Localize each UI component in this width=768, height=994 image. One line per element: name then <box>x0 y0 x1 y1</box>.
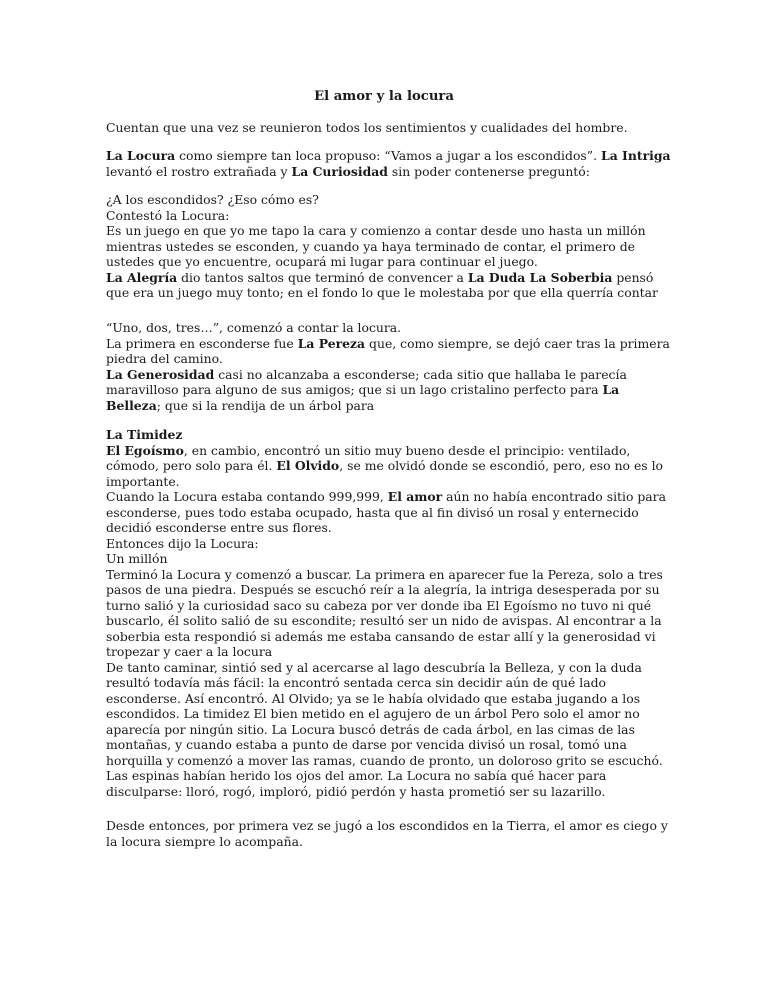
el-egoismo-term: El Egoísmo <box>106 442 184 458</box>
intro-text: Cuentan que una vez se reunieron todos los sentimientos y cualidades del hombre. <box>106 120 628 135</box>
paragraph-4 <box>106 427 672 799</box>
paragraph-1-text: La Locura como siempre tan loca propuso: “Vamos a jugar a los escondidos”. La Intriga levantó el rostro extrañada y La Curiosidad sin poder contenerse preguntó: <box>106 148 671 179</box>
la-belleza-term: La Belleza <box>106 382 620 413</box>
paragraph-1 <box>106 148 672 179</box>
paragraph-3 <box>106 320 672 413</box>
pereza-paragraph: La primera en esconderse fue La Pereza que, como siempre, se dejó caer tras la primera piedra del camino. <box>106 335 670 366</box>
alegria-paragraph: La Alegría dio tantos saltos que terminó de convencer a La Duda La Soberbia pensó que era un juego muy tonto; en el fondo lo que le molestaba por que ella querría contar <box>106 269 658 300</box>
la-locura-term: La Locura <box>106 148 176 163</box>
intro-paragraph <box>106 120 672 136</box>
document-title: El amor y la locura <box>314 89 454 104</box>
locura-says-line: Entonces dijo la Locura: <box>106 535 259 551</box>
la-intriga-term: La Intriga <box>601 148 671 163</box>
ending-text: Desde entonces, por primera vez se jugó a los escondidos en la Tierra, el amor es ciego y la locura siempre lo acompaña. <box>106 818 668 849</box>
la-timidez-heading: La Timidez <box>106 427 183 442</box>
answer-intro-line: Contestó la Locura: <box>106 207 230 223</box>
counting-line: “Uno, dos, tres…”, comenzó a contar la locura. <box>106 320 402 335</box>
la-pereza-term: La Pereza <box>297 335 366 351</box>
game-explanation: Es un juego en que yo me tapo la cara y comienzo a contar desde uno hasta un millón mientras ustedes se esconden, y cuando ya haya terminado de contar, el primero de ustedes que yo encuentre, ocupará mi lugar para continuar el juego. <box>106 223 646 269</box>
la-generosidad-term: La Generosidad <box>106 366 215 382</box>
paragraph-2 <box>106 192 672 301</box>
un-millon-line: Un millón <box>106 551 168 566</box>
question-line: ¿A los escondidos? ¿Eso cómo es? <box>106 192 319 207</box>
la-duda-soberbia-term: La Duda La Soberbia <box>467 269 613 285</box>
el-amor-term: El amor <box>387 489 443 504</box>
la-alegria-term: La Alegría <box>106 269 178 285</box>
search-paragraph: Terminó la Locura y comenzó a buscar. La primera en aparecer fue la Pereza, solo a tres pasos de una piedra. Después se escuchó reír a la alegría, la intriga desesperada por su turno salió y la curiosidad saco su cabeza por ver donde iba El Egoísmo no tuvo ni qué buscarlo, él solito salió de su escondite; resultó ser un nido de avispas. Al encontrar a la soberbia esta respondió si además me estaba cansando de estar allí y la generosidad vi tropezar y caer a la locura <box>106 566 663 659</box>
el-olvido-term: El Olvido <box>276 458 340 473</box>
la-curiosidad-term: La Curiosidad <box>291 163 388 179</box>
egoismo-paragraph: El Egoísmo, en cambio, encontró un sitio muy bueno desde el principio: ventilado, cómodo, pero solo para él. El Olvido, se me olvidó donde se escondió, pero, eso no es lo importante. <box>106 442 663 489</box>
amor-paragraph: Cuando la Locura estaba contando 999,999, El amor aún no había encontrado sitio para esconderse, pues todo estaba ocupado, hasta que al fin divisó un rosal y enternecido decidió esconderse entre sus flores. <box>106 489 666 535</box>
ending-paragraph <box>106 818 672 849</box>
generosidad-paragraph: La Generosidad casi no alcanzaba a esconderse; cada sitio que hallaba le parecía maravilloso para alguno de sus amigos; que si un lago cristalino perfecto para La Belleza; que si la rendija de un árbol para <box>106 366 627 413</box>
finding-paragraph: De tanto caminar, sintió sed y al acercarse al lago descubría la Belleza, y con la duda resultó todavía más fácil: la encontró sentada cerca sin decidir aún de qué lado esconderse. Así encontró. Al Olvido; ya se le había olvidado que estaba jugando a los escondidos. La timidez El bien metido en el agujero de un árbol Pero solo el amor no aparecía por ningún sitio. La Locura buscó detrás de cada árbol, en las cimas de las montañas, y cuando estaba a punto de darse por vencida divisó un rosal, tomó una horquilla y comenzó a mover las ramas, cuando de pronto, un doloroso grito se escuchó. Las espinas habían herido los ojos del amor. La Locura no sabía qué hacer para disculparse: lloró, rogó, imploró, pidió perdón y hasta prometió ser su lazarillo. <box>106 659 663 799</box>
